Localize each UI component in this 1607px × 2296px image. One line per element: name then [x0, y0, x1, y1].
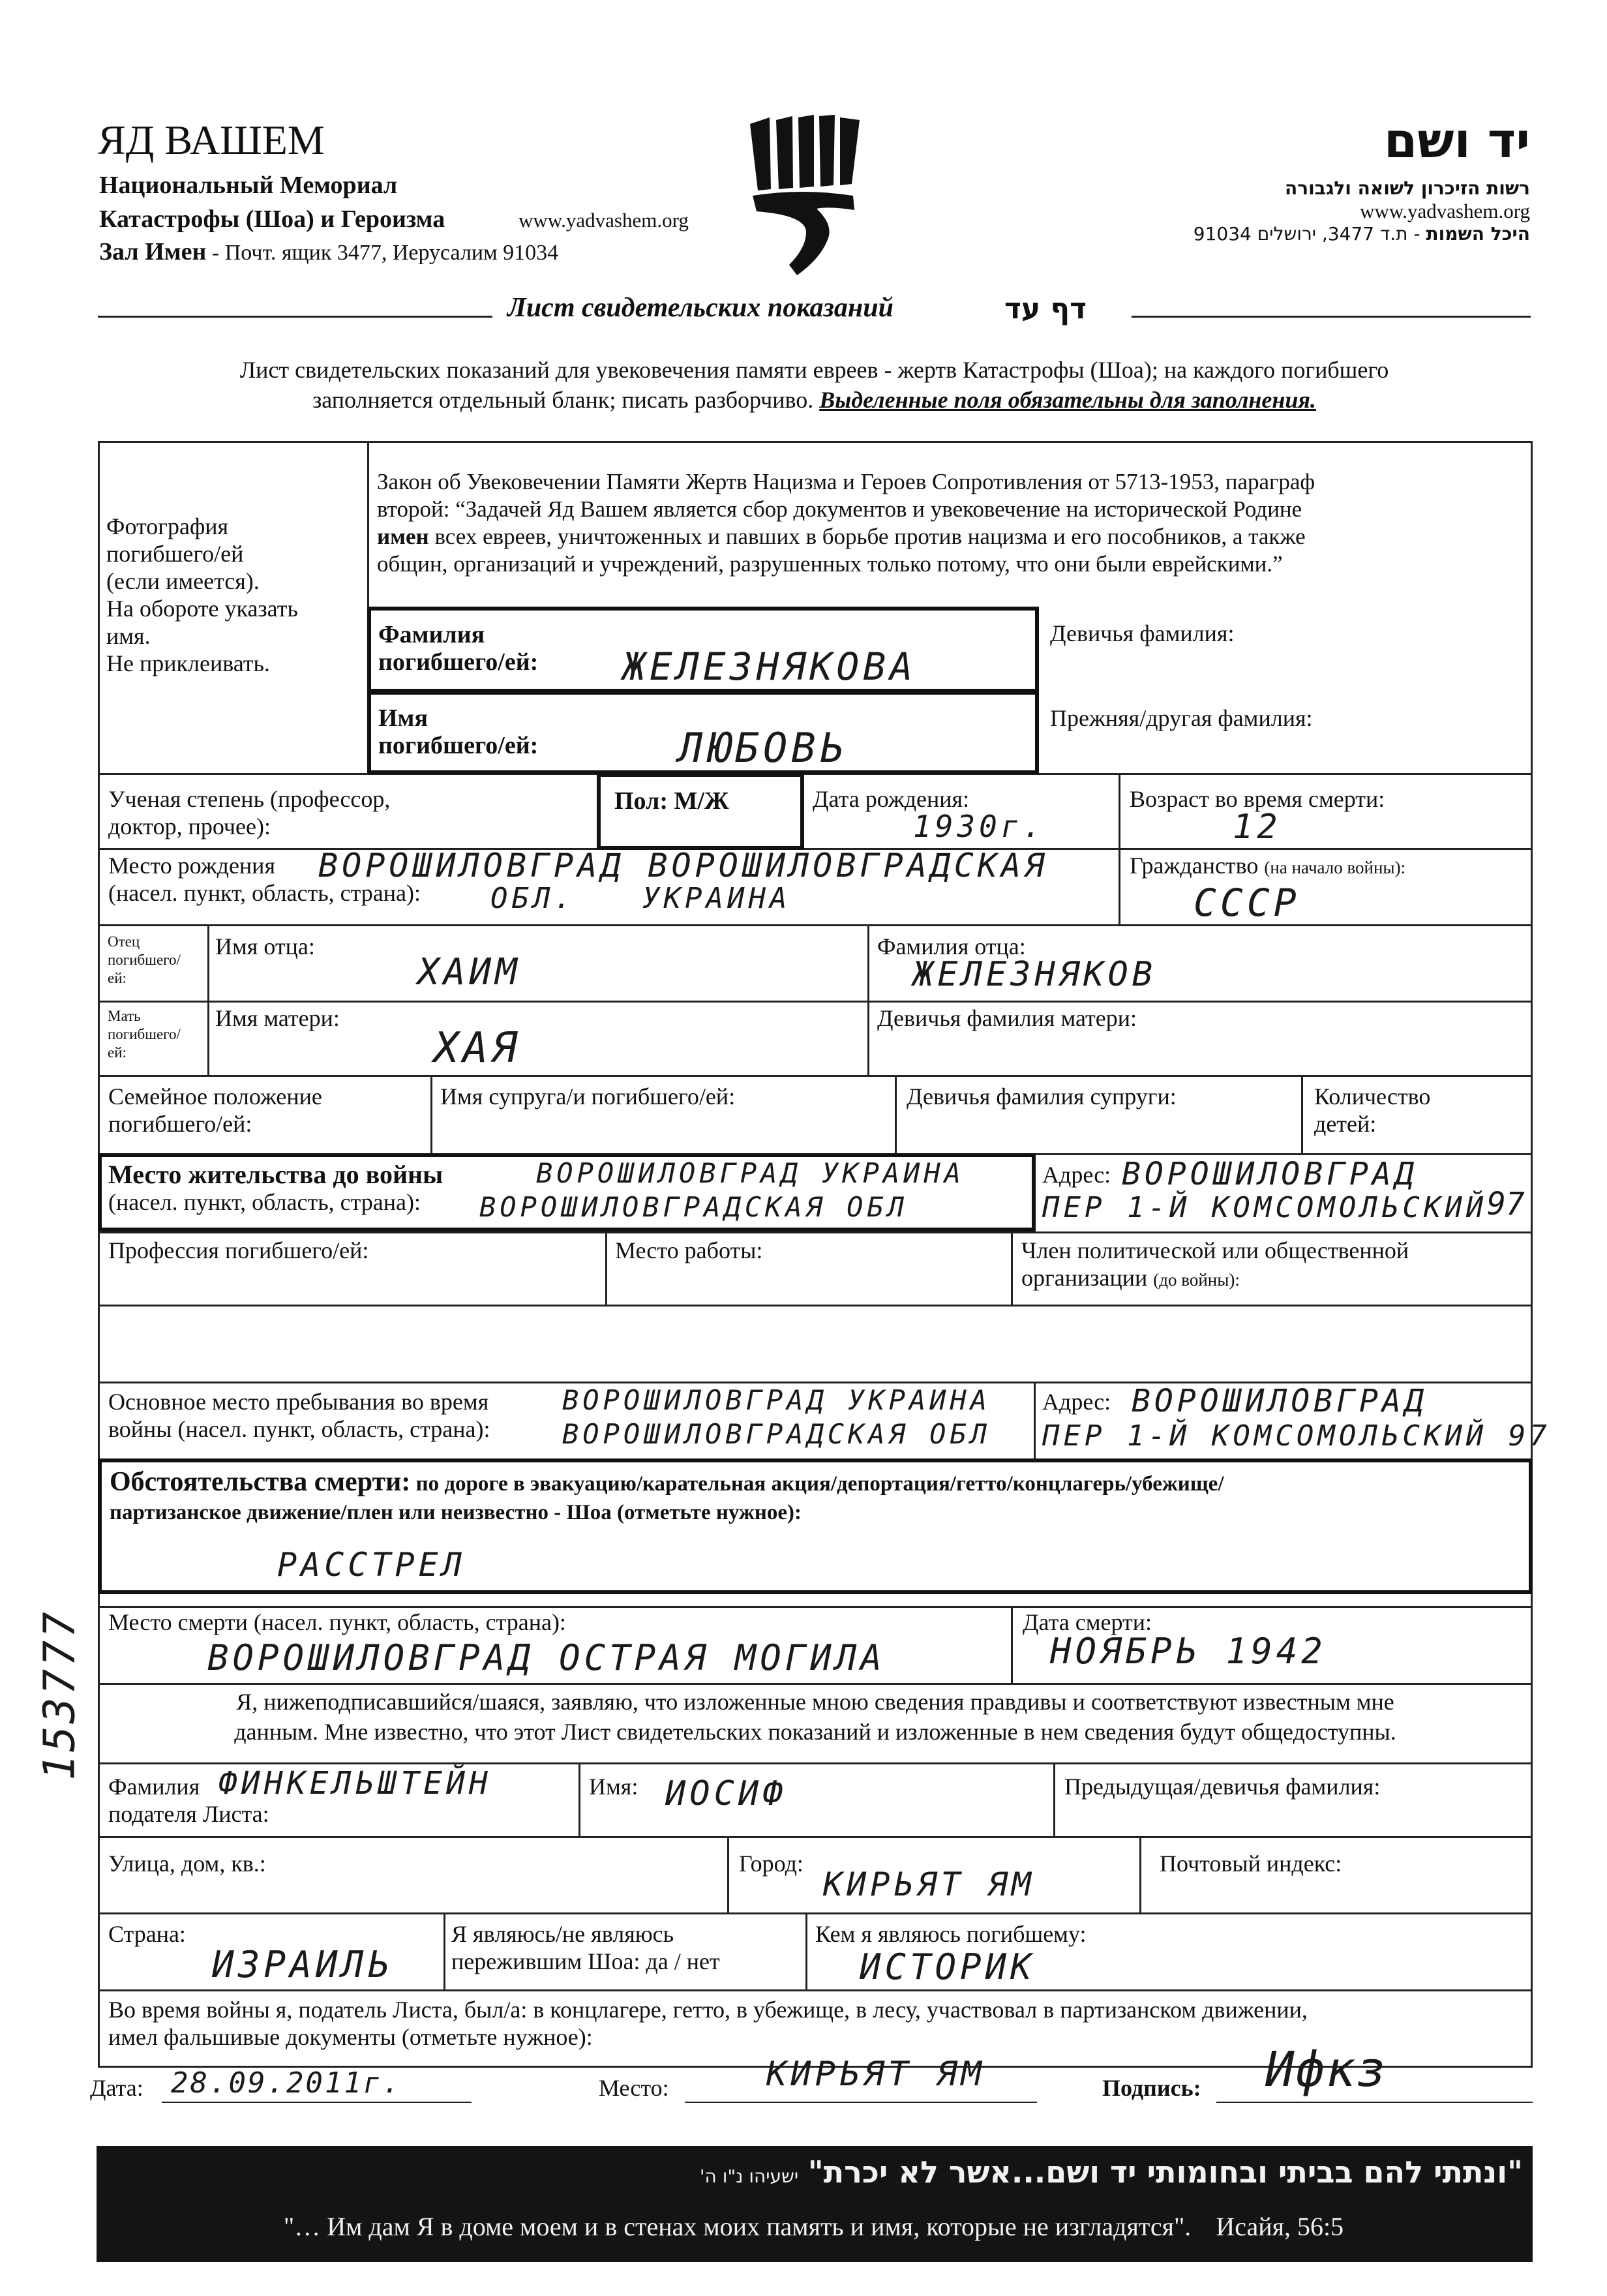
degree-label-2: доктор, прочее):	[108, 813, 271, 839]
war-status-label	[108, 1996, 1308, 2051]
street-label: Улица, дом, кв.:	[108, 1850, 266, 1877]
org-ru-title: ЯД ВАШЕМ	[98, 117, 325, 163]
residence-value-1[interactable]: ВОРОШИЛОВГРАД УКРАИНА	[536, 1157, 965, 1189]
signature-value[interactable]: Ифкз	[1265, 2042, 1387, 2098]
children-count-label	[1314, 1083, 1430, 1138]
city-value[interactable]: КИРЬЯТ ЯМ	[823, 1865, 1035, 1903]
hall-bold: Зал Имен	[99, 238, 207, 265]
citizenship-label	[1130, 852, 1405, 881]
survivor-status-label	[451, 1920, 720, 1975]
citizenship-label-text: Гражданство	[1130, 853, 1259, 879]
victim-first-name-label-2: погибшего/ей:	[378, 732, 539, 759]
mother-side-label	[108, 1007, 181, 1062]
footer-he-source: ישעיהו נ"ו ה'	[699, 2166, 799, 2187]
marital-status-label	[108, 1083, 322, 1138]
photo-instructions	[106, 513, 361, 677]
org-he-line3	[1194, 223, 1530, 245]
law-line-1: Закон об Увековечении Памяти Жертв Нацизма и Героев Сопротивления от 5713-1953, параграф	[377, 469, 1315, 494]
maiden-name-label: Девичья фамилия:	[1050, 620, 1235, 646]
profession-label: Профессия погибшего/ей:	[108, 1237, 369, 1263]
marital-label-1: Семейное положение	[108, 1083, 322, 1110]
city-label: Город:	[739, 1850, 804, 1877]
hall-line	[99, 237, 558, 266]
title-rule-left	[98, 316, 492, 318]
birthplace-value-2b[interactable]: УКРАИНА	[642, 882, 791, 915]
relation-value[interactable]: ИСТОРИК	[860, 1946, 1036, 1987]
victim-surname-value[interactable]: ЖЕЛЕЗНЯКОВА	[623, 644, 917, 689]
children-label-1: Количество	[1314, 1083, 1431, 1110]
org-he-title: יד ושם	[1383, 113, 1530, 169]
mother-name-label: Имя матери:	[215, 1005, 340, 1031]
spouse-name-label: Имя супруга/и погибшего/ей:	[440, 1083, 736, 1110]
father-side-3: ей:	[108, 970, 127, 986]
degree-label	[108, 785, 390, 840]
photo-line-5: имя.	[106, 623, 151, 649]
membership-label-1: Член политической или общественной	[1021, 1237, 1409, 1263]
signature-date-label: Дата:	[90, 2075, 143, 2101]
residence-label-bold: Место жительства до войны	[108, 1160, 443, 1189]
photo-line-2: погибшего/ей	[106, 541, 244, 567]
victim-first-name-label-1: Имя	[378, 704, 428, 732]
death-place-value[interactable]: ВОРОШИЛОВГРАД ОСТРАЯ МОГИЛА	[207, 1637, 886, 1678]
wartime-place-label	[108, 1388, 490, 1443]
law-line-3	[377, 523, 1525, 551]
footer-russian-quote	[104, 2207, 1523, 2246]
birthplace-label-1: Место рождения	[108, 853, 276, 879]
father-surname-value[interactable]: ЖЕЛЕЗНЯКОВ	[913, 955, 1157, 994]
footer-hebrew-quote	[104, 2152, 1523, 2196]
residence-address-value-3[interactable]: 97	[1487, 1186, 1525, 1222]
victim-surname-label-2: погибшего/ей:	[378, 648, 539, 676]
death-place-label: Место смерти (насел. пункт, область, страна):	[108, 1609, 566, 1635]
death-circumstances-label	[110, 1468, 1525, 1527]
submitter-surname-label-1: Фамилия	[108, 1774, 200, 1800]
country-value[interactable]: ИЗРАИЛЬ	[212, 1944, 394, 1986]
photo-line-1: Фотография	[106, 513, 229, 539]
marital-label-2: погибшего/ей:	[108, 1111, 252, 1137]
death-circ-label-1: по дороге в эвакуацию/карательная акция/депортация/гетто/концлагерь/убежище/	[415, 1472, 1224, 1496]
mother-side-1: Мать	[108, 1008, 141, 1024]
submitter-surname-label-2: подателя Листа:	[108, 1801, 269, 1827]
org-he-line1: רשות הזיכרון לשואה ולגבורה	[1285, 177, 1530, 199]
website-left: www.yadvashem.org	[518, 209, 689, 232]
org-he-line3-rest: - ת.ד 3477, ירושלים 91034	[1193, 223, 1420, 245]
mother-side-2: погибшего/	[108, 1026, 181, 1042]
death-circumstances-value[interactable]: РАССТРЕЛ	[277, 1546, 466, 1584]
victim-first-name-value[interactable]: ЛЮБОВЬ	[678, 724, 848, 772]
declaration-line-2: данным. Мне известно, что этот Лист свидетельских показаний и изложенные в нем сведения будут общедоступны.	[234, 1719, 1396, 1745]
membership-note: (до войны):	[1153, 1270, 1240, 1290]
death-circ-label-2: партизанское движение/плен или неизвестно - Шоа (отметьте нужное):	[110, 1501, 802, 1524]
footer-he-quote-text: "ונתתי להם בביתי ובחומותי יד ושם...אשר לא יכרת"	[807, 2154, 1523, 2190]
father-side-label	[108, 933, 181, 988]
wartime-address-value-1[interactable]: ВОРОШИЛОВГРАД	[1132, 1383, 1428, 1419]
birthplace-value-1[interactable]: ВОРОШИЛОВГРАД ВОРОШИЛОВГРАДСКАЯ	[318, 847, 1049, 884]
degree-label-1: Ученая степень (профессор,	[108, 786, 391, 812]
org-ru-line1: Национальный Мемориал	[99, 172, 398, 199]
photo-line-6: Не приклеивать.	[106, 650, 270, 676]
father-name-value[interactable]: ХАИМ	[417, 951, 521, 993]
intro-line2	[98, 386, 1531, 414]
submitter-name-value[interactable]: ИОСИФ	[665, 1774, 787, 1813]
wartime-address-value-2[interactable]: ПЕР 1-Й КОМСОМОЛЬСКИЙ 97	[1042, 1419, 1551, 1453]
submitter-prev-surname-label: Предыдущая/девичья фамилия:	[1064, 1774, 1381, 1800]
photo-line-4: На обороте указать	[106, 596, 298, 622]
survivor-label-2: пережившим Шоа: да / нет	[451, 1948, 720, 1974]
death-date-label: Дата смерти:	[1023, 1609, 1152, 1635]
age-label: Возраст во время смерти:	[1130, 786, 1385, 812]
wartime-value-1[interactable]: ВОРОШИЛОВГРАД УКРАИНА	[562, 1384, 991, 1416]
form-title-ru: Лист свидетельских показаний	[507, 293, 894, 323]
birthplace-value-2a[interactable]: ОБЛ.	[490, 882, 575, 915]
law-line-2: второй: “Задачей Яд Вашем является сбор документов и увековечение на исторической Родине	[377, 496, 1302, 522]
gender-label: Пол:	[614, 787, 668, 815]
country-label: Страна:	[108, 1921, 186, 1947]
survivor-label-1: Я являюсь/не являюсь	[451, 1921, 674, 1947]
signature-date-value[interactable]: 28.09.2011г.	[171, 2066, 402, 2100]
law-quote	[377, 468, 1525, 578]
zip-label: Почтовый индекс:	[1160, 1850, 1342, 1877]
residence-address-value-1[interactable]: ВОРОШИЛОВГРАД	[1122, 1156, 1418, 1192]
relation-label: Кем я являюсь погибшему:	[815, 1921, 1087, 1947]
intro-mandatory-note: Выделенные поля обязательны для заполнения.	[819, 387, 1316, 413]
org-he-line3-bold: היכל השמות	[1426, 223, 1530, 245]
declaration-line-1: Я, нижеподписавшийся/шаяся, заявляю, что изложенные мною сведения правдивы и соответствуют известным мне	[236, 1689, 1394, 1715]
membership-label-2: организации	[1021, 1265, 1148, 1291]
victim-surname-label	[378, 621, 538, 676]
law-line-4: общин, организаций и учреждений, разрушенных только потому, что они были еврейскими.”	[377, 551, 1283, 577]
victim-surname-label-1: Фамилия	[378, 621, 485, 648]
victim-first-name-label	[378, 704, 538, 759]
father-name-label: Имя отца:	[215, 933, 315, 959]
title-rule-right	[1132, 316, 1531, 318]
war-status-line-1: Во время войны я, податель Листа, был/а: в концлагере, гетто, в убежище, в лесу, участвовал в партизанском движении,	[108, 1997, 1308, 2023]
wartime-address-label: Адрес:	[1042, 1389, 1111, 1415]
submitter-surname-value[interactable]: ФИНКЕЛЬШТЕЙН	[218, 1765, 492, 1802]
mother-maiden-label: Девичья фамилия матери:	[877, 1005, 1137, 1031]
photo-line-3: (если имеется).	[106, 568, 260, 594]
wartime-label-2: войны (насел. пункт, область, страна):	[108, 1416, 490, 1442]
intro-line1: Лист свидетельских показаний для увековечения памяти евреев - жертв Катастрофы (Шоа); на каждого погибшего	[239, 357, 1389, 383]
law-line-3-bold: имен	[377, 524, 429, 549]
membership-label	[1021, 1237, 1409, 1293]
mother-side-3: ей:	[108, 1044, 127, 1061]
mother-name-value[interactable]: ХАЯ	[434, 1024, 521, 1072]
children-label-2: детей:	[1314, 1111, 1377, 1137]
residence-address-value-2[interactable]: ПЕР 1-Й КОМСОМОЛЬСКИЙ	[1042, 1191, 1488, 1224]
birthplace-label-2: (насел. пункт, область, страна):	[108, 880, 421, 906]
other-surname-label: Прежняя/другая фамилия:	[1050, 705, 1313, 731]
death-date-value[interactable]: НОЯБРЬ 1942	[1050, 1631, 1327, 1672]
submitter-name-label: Имя:	[589, 1774, 638, 1800]
signature-label: Подпись:	[1102, 2075, 1201, 2101]
declaration-text	[98, 1687, 1533, 1747]
form-title-he: דף עד	[1004, 292, 1087, 325]
residence-address-label: Адрес:	[1042, 1162, 1111, 1188]
org-ru-line2: Катастрофы (Шоа) и Героизма	[99, 205, 445, 233]
gender-field[interactable]	[614, 787, 729, 815]
age-value[interactable]: 12	[1233, 808, 1282, 847]
wartime-label-1: Основное место пребывания во время	[108, 1389, 489, 1415]
signature-place-value[interactable]: КИРЬЯТ ЯМ	[766, 2055, 985, 2094]
gender-options: М/Ж	[674, 787, 729, 815]
yad-vashem-logo-icon	[743, 111, 867, 280]
citizenship-value[interactable]: СССР	[1194, 881, 1300, 925]
war-status-line-2: имел фальшивые документы (отметьте нужное):	[108, 2024, 593, 2050]
workplace-label: Место работы:	[615, 1237, 763, 1263]
birth-date-value[interactable]: 1930г.	[913, 809, 1045, 844]
hall-address: - Почт. ящик 3477, Иерусалим 91034	[211, 241, 559, 265]
citizenship-note: (на начало войны):	[1264, 858, 1406, 877]
residence-label-2: (насел. пункт, область, страна):	[108, 1189, 421, 1215]
intro-line2-text: заполняется отдельный бланк; писать разборчиво.	[312, 387, 814, 413]
signature-place-label: Место:	[599, 2075, 669, 2101]
website-right: www.yadvashem.org	[1360, 200, 1530, 222]
birth-date-label: Дата рождения:	[813, 786, 970, 812]
residence-value-2[interactable]: ВОРОШИЛОВГРАДСКАЯ ОБЛ	[479, 1191, 909, 1223]
law-line-3-rest: всех евреев, уничтоженных и павших в борьбе против нацизма и его пособников, а также	[434, 524, 1306, 549]
spouse-maiden-label: Девичья фамилия супруги:	[907, 1083, 1177, 1110]
residence-label	[108, 1161, 443, 1216]
footer-ru-quote-text: "… Им дам Я в доме моем и в стенах моих память и имя, которые не изгладятся".	[283, 2212, 1192, 2241]
footer-ru-source: Исайя, 56:5	[1216, 2212, 1344, 2241]
father-side-2: погибшего/	[108, 952, 181, 968]
wartime-value-2[interactable]: ВОРОШИЛОВГРАДСКАЯ ОБЛ	[562, 1418, 991, 1450]
side-archive-number: 153777	[34, 1609, 85, 1781]
death-circ-label-bold: Обстоятельства смерти:	[110, 1467, 411, 1497]
father-surname-label: Фамилия отца:	[877, 933, 1026, 959]
father-side-1: Отец	[108, 933, 140, 950]
